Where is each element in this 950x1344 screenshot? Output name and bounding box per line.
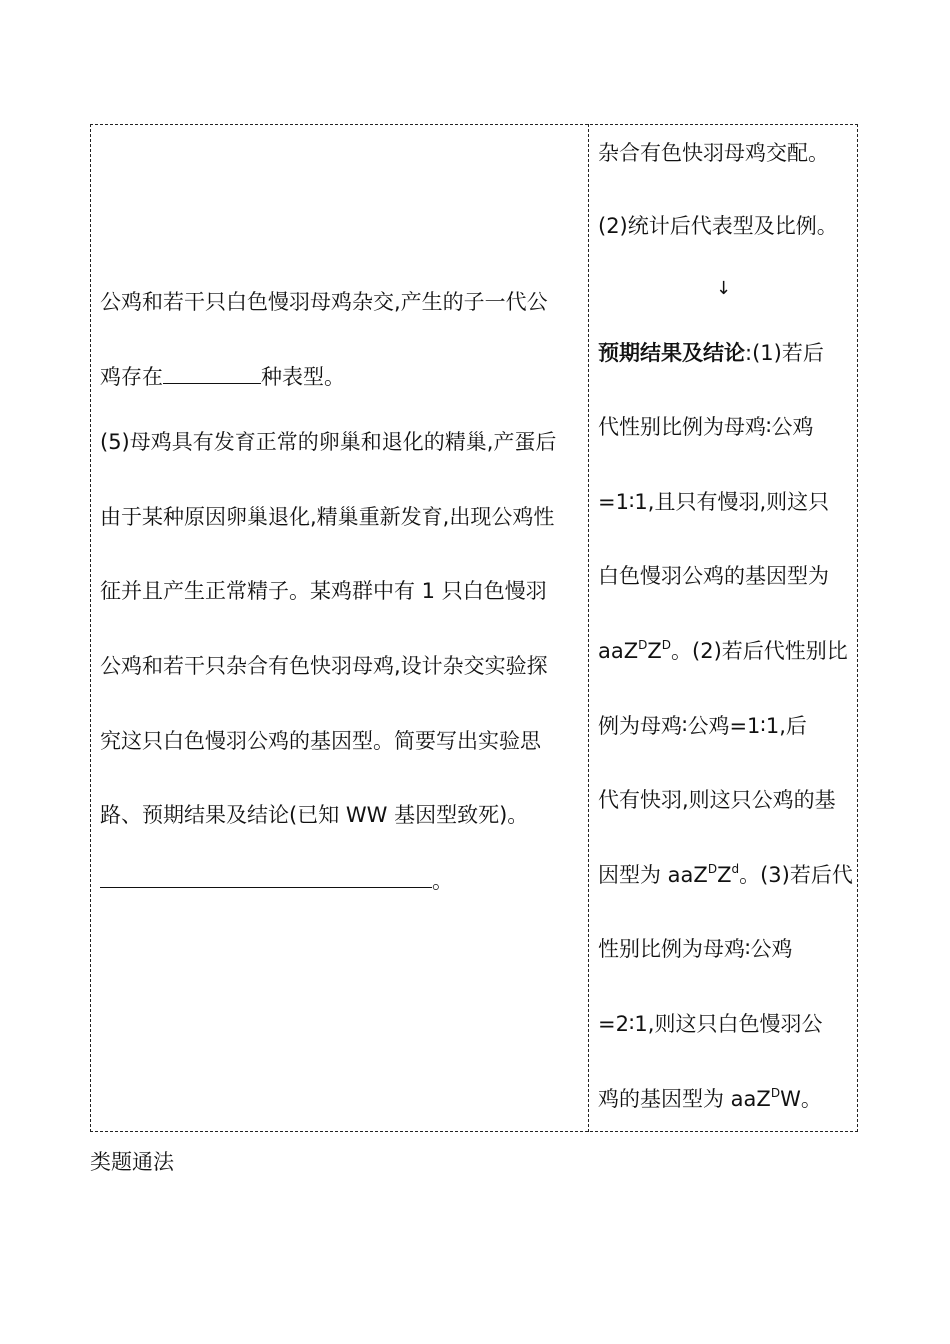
answer-period: 。: [432, 869, 453, 893]
answer-line: [100, 866, 453, 896]
right-line-13: [598, 1084, 822, 1114]
down-arrow-icon: ↓: [716, 278, 732, 299]
right-line-8: 例为母鸡∶公鸡=1∶1,后: [598, 714, 807, 738]
fill-blank-answer[interactable]: [100, 867, 432, 888]
right-line-4: 代性别比例为母鸡∶公鸡: [598, 415, 814, 439]
right-line-3-rest: :(1)若后: [745, 341, 824, 365]
right-line-11: 性别比例为母鸡∶公鸡: [598, 937, 793, 961]
q4-text-prefix: 鸡存在: [100, 365, 163, 389]
right-line-7-rest: 。(2)若后代性别比: [671, 639, 848, 663]
superscript: D: [661, 638, 672, 652]
superscript: d: [731, 862, 740, 876]
right-line-10-rest: 。(3)若后代: [739, 863, 853, 887]
fill-blank-phenotypes[interactable]: [163, 363, 261, 384]
expected-results-heading: 预期结果及结论: [598, 341, 745, 365]
superscript: D: [638, 638, 648, 652]
genotype-part: aaZ: [598, 639, 639, 663]
section-heading: 类题通法: [90, 1150, 174, 1174]
q4-text-line-2: [100, 362, 345, 392]
genotype-part: 鸡的基因型为 aaZ: [598, 1087, 771, 1111]
q4-text-line-1: 公鸡和若干只白色慢羽母鸡杂交,产生的子一代公: [100, 290, 548, 314]
right-line-9: 代有快羽,则这只公鸡的基: [598, 788, 836, 812]
genotype-part: Z: [647, 639, 662, 663]
right-line-6: 白色慢羽公鸡的基因型为: [598, 564, 829, 588]
genotype-part: 因型为 aaZ: [598, 863, 708, 887]
right-line-10: [598, 860, 853, 890]
superscript: D: [770, 1086, 781, 1100]
q4-text-suffix: 种表型。: [261, 365, 345, 389]
right-line-1: 杂合有色快羽母鸡交配。: [598, 141, 829, 165]
q5-text-line-6: 路、预期结果及结论(已知 WW 基因型致死)。: [100, 803, 529, 827]
q5-text-line-5: 究这只白色慢羽公鸡的基因型。简要写出实验思: [100, 729, 541, 753]
superscript: D: [707, 862, 718, 876]
right-line-5: =1∶1,且只有慢羽,则这只: [598, 490, 830, 514]
genotype-part: W。: [780, 1087, 822, 1111]
q5-text-line-1: (5)母鸡具有发育正常的卵巢和退化的精巢,产蛋后: [100, 430, 557, 454]
column-divider: [588, 124, 589, 1132]
right-line-12: =2∶1,则这只白色慢羽公: [598, 1012, 823, 1036]
q5-text-line-3: 征并且产生正常精子。某鸡群中有 1 只白色慢羽: [100, 579, 547, 603]
q5-text-line-4: 公鸡和若干只杂合有色快羽母鸡,设计杂交实验探: [100, 654, 548, 678]
right-line-3: [598, 338, 824, 368]
content-box: [90, 124, 858, 1132]
q5-text-line-2: 由于某种原因卵巢退化,精巢重新发育,出现公鸡性: [100, 505, 555, 529]
right-line-7: [598, 636, 848, 666]
genotype-part: Z: [717, 863, 732, 887]
right-line-2: (2)统计后代表型及比例。: [598, 214, 838, 238]
